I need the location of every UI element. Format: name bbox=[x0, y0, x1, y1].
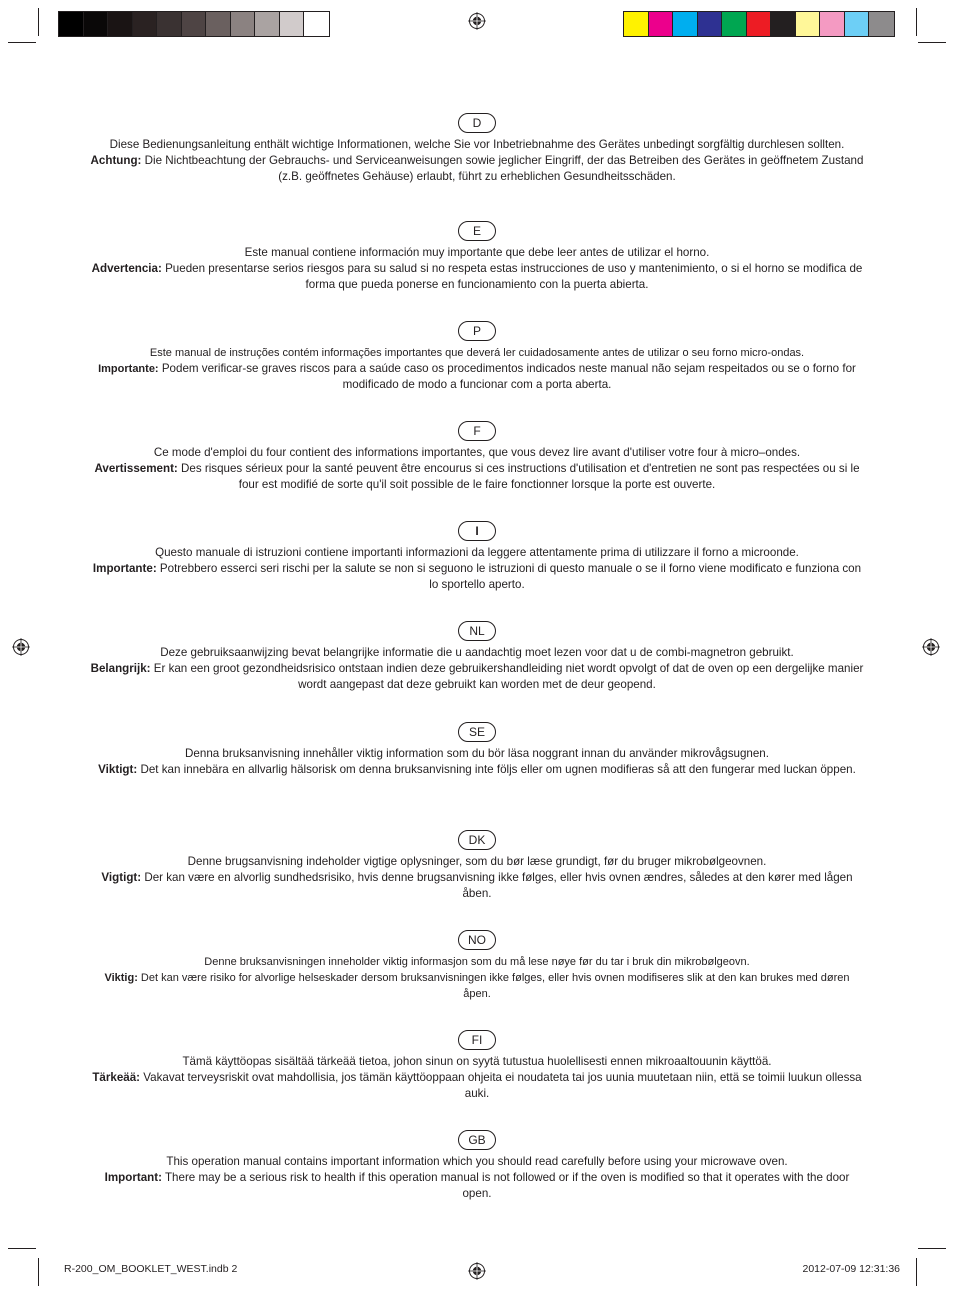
color-swatch bbox=[59, 12, 84, 36]
warning-text: Potrebbero esserci seri rischi per la salute se non si seguono le istruzioni di questo manuale o se il forno viene modificato e funziona con lo sportello aperto. bbox=[156, 562, 862, 591]
language-badge: I bbox=[458, 521, 496, 541]
process-color-bar bbox=[623, 11, 895, 37]
section-body: Questo manuale di istruzioni contiene importanti informazioni da leggere attentamente prima di utilizzare il forno a microonde. bbox=[155, 546, 799, 559]
color-swatch bbox=[820, 12, 845, 36]
section-pt bbox=[90, 321, 864, 393]
warning-text: Pueden presentarse serios riesgos para su salud si no respeta estas instrucciones de uso y mantenimiento, o si el horno se modifica de forma que pueda ponerse en funcionamiento con la puerta abierta. bbox=[161, 262, 863, 291]
warning-text: Er kan een groot gezondheidsrisico ontstaan indien deze gebruikershandleiding niet wordt opvolgt of dat de oven op een dergelijke manier wordt aangepast dat deze gebruikt kan worden met de deur geopend. bbox=[150, 662, 864, 691]
section-es bbox=[90, 221, 864, 293]
crop-mark bbox=[918, 42, 946, 43]
color-swatch bbox=[698, 12, 723, 36]
color-swatch bbox=[722, 12, 747, 36]
warning-label: Vigtigt: bbox=[101, 871, 142, 884]
footer-file-name: R-200_OM_BOOKLET_WEST.indb 2 bbox=[64, 1263, 238, 1275]
color-swatch bbox=[649, 12, 674, 36]
registration-mark-icon bbox=[922, 638, 940, 656]
warning-label: Important: bbox=[104, 1171, 162, 1184]
language-badge: FI bbox=[458, 1030, 496, 1050]
warning-text: Podem verificar-se graves riscos para a saúde caso os procedimentos indicados neste manual não sejam respeitados ou se o forno for modificado de modo a funcionar com a porta aberta. bbox=[158, 362, 856, 391]
section-nl bbox=[90, 621, 864, 693]
section-body: Denne bruksanvisningen inneholder viktig informasjon som du må lese nøye før du tar i bruk din mikrobølgeovn. bbox=[204, 956, 750, 968]
language-badge: D bbox=[458, 113, 496, 133]
section-fi bbox=[90, 1030, 864, 1102]
registration-mark-icon bbox=[12, 638, 30, 656]
section-no bbox=[90, 930, 864, 1002]
crop-mark bbox=[8, 42, 36, 43]
grayscale-color-bar bbox=[58, 11, 330, 37]
crop-mark bbox=[916, 8, 917, 36]
section-body: Este manual de instruções contém informações importantes que deverá ler cuidadosamente antes de utilizar o seu forno micro-ondas. bbox=[149, 347, 805, 359]
color-swatch bbox=[255, 12, 280, 36]
color-swatch bbox=[280, 12, 305, 36]
crop-mark bbox=[918, 1248, 946, 1249]
language-badge: SE bbox=[458, 722, 496, 742]
section-it bbox=[90, 521, 864, 593]
section-body: Tämä käyttöopas sisältää tärkeää tietoa, johon sinun on syytä tutustua huolellisesti ennen mikroaaltouunin käyttöä. bbox=[182, 1055, 772, 1068]
crop-mark bbox=[38, 1258, 39, 1286]
warning-label: Viktigt: bbox=[98, 763, 138, 776]
color-swatch bbox=[108, 12, 133, 36]
color-swatch bbox=[771, 12, 796, 36]
section-body: Denne brugsanvisning indeholder vigtige oplysninger, som du bør læse grundigt, før du bruger mikrobølgeovnen. bbox=[187, 855, 767, 868]
language-badge: DK bbox=[458, 830, 496, 850]
registration-mark-icon bbox=[468, 12, 486, 30]
color-swatch bbox=[624, 12, 649, 36]
section-de bbox=[90, 113, 864, 185]
section-body: Diese Bedienungsanleitung enthält wichtige Informationen, welche Sie vor Inbetriebnahme des Gerätes unbedingt sorgfältig durchlesen sollten. bbox=[109, 138, 845, 151]
registration-mark-icon bbox=[468, 1262, 486, 1280]
color-swatch bbox=[84, 12, 109, 36]
color-swatch bbox=[231, 12, 256, 36]
section-body: Este manual contiene información muy importante que debe leer antes de utilizar el horno. bbox=[244, 246, 710, 259]
section-body: Ce mode d'emploi du four contient des informations importantes, que vous devez lire avant d'utiliser votre four à micro–ondes. bbox=[153, 446, 801, 459]
color-swatch bbox=[845, 12, 870, 36]
warning-label: Avertissement: bbox=[94, 462, 178, 475]
warning-label: Viktig: bbox=[104, 972, 138, 984]
warning-label: Importante: bbox=[92, 562, 157, 575]
language-badge: P bbox=[458, 321, 496, 341]
warning-label: Tärkeää: bbox=[92, 1071, 141, 1084]
crop-mark bbox=[8, 1248, 36, 1249]
warning-text: Die Nichtbeachtung der Gebrauchs- und Serviceanweisungen sowie jeglicher Eingriff, der das Betreiben des Gerätes in geöffnetem Zustand (z.B. geöffnetes Gehäuse) erlaubt, führt zu erheblichen Gesundheitsschäden. bbox=[141, 154, 864, 183]
language-badge: GB bbox=[458, 1130, 496, 1150]
warning-text: Det kan innebära en allvarlig hälsorisk om denna bruksanvisning inte följs eller om ugnen modifieras så att den fungerar med luckan öppen. bbox=[137, 763, 856, 776]
warning-text: Des risques sérieux pour la santé peuvent être encourus si ces instructions d'utilisation et d'entretien ne sont pas respectées ou si le four est modifié de sorte qu'il soit possible de le faire fonctionner lorsque la porte est ouverte. bbox=[177, 462, 860, 491]
section-body: Deze gebruiksaanwijzing bevat belangrijke informatie die u aandachtig moet lezen voor dat u de combi-magnetron gebruikt. bbox=[160, 646, 794, 659]
crop-mark bbox=[38, 8, 39, 36]
warning-label: Advertencia: bbox=[91, 262, 162, 275]
color-swatch bbox=[747, 12, 772, 36]
color-swatch bbox=[796, 12, 821, 36]
color-swatch bbox=[304, 12, 329, 36]
color-swatch bbox=[157, 12, 182, 36]
warning-text: Vakavat terveysriskit ovat mahdollisia, jos tämän käyttöoppaan ohjeita ei noudateta tai jos uunia muutetaan niin, että se toimii luukun ollessa auki. bbox=[140, 1071, 862, 1100]
color-swatch bbox=[182, 12, 207, 36]
language-badge: F bbox=[458, 421, 496, 441]
warning-text: Der kan være en alvorlig sundhedsrisiko, hvis denne brugsanvisning ikke følges, eller hvis ovnen ændres, således at den kører med lågen åben. bbox=[141, 871, 853, 900]
section-body: Denna bruksanvisning innehåller viktig information som du bör läsa noggrant innan du använder mikrovågsugnen. bbox=[185, 747, 769, 760]
language-badge: E bbox=[458, 221, 496, 241]
warning-text: Det kan være risiko for alvorlige helseskader dersom bruksanvisningen ikke følges, eller hvis ovnen modifiseres slik at den kan brukes med døren åpen. bbox=[137, 972, 850, 1000]
section-body: This operation manual contains important information which you should read carefully before using your microwave oven. bbox=[166, 1155, 788, 1168]
footer-timestamp: 2012-07-09 12:31:36 bbox=[802, 1263, 900, 1275]
crop-mark bbox=[916, 1258, 917, 1286]
color-swatch bbox=[206, 12, 231, 36]
section-fr bbox=[90, 421, 864, 493]
language-badge: NL bbox=[458, 621, 496, 641]
warning-label: Achtung: bbox=[90, 154, 142, 167]
warning-text: There may be a serious risk to health if this operation manual is not followed or if the oven is modified so that it operates with the door open. bbox=[161, 1171, 850, 1200]
language-badge: NO bbox=[458, 930, 496, 950]
warning-label: Importante: bbox=[98, 363, 159, 375]
section-se bbox=[90, 722, 864, 778]
color-swatch bbox=[673, 12, 698, 36]
section-dk bbox=[90, 830, 864, 902]
color-swatch bbox=[869, 12, 894, 36]
color-swatch bbox=[133, 12, 158, 36]
section-gb bbox=[90, 1130, 864, 1202]
warning-label: Belangrijk: bbox=[90, 662, 151, 675]
